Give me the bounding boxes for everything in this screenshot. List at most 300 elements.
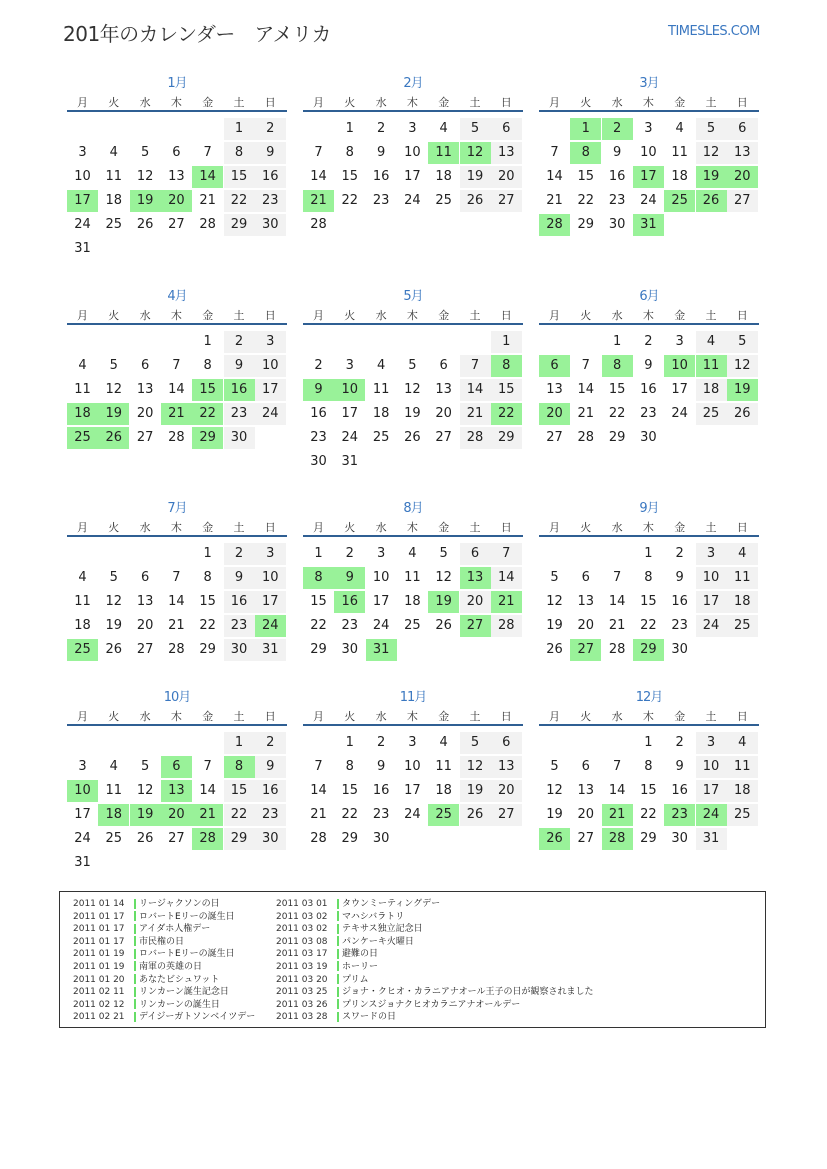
- holiday-day-cell[interactable]: 8: [303, 567, 334, 589]
- holiday-day-cell[interactable]: 20: [727, 166, 758, 188]
- day-cell[interactable]: 17: [404, 783, 421, 798]
- holiday-day-cell[interactable]: 16: [224, 379, 255, 401]
- holiday-day-cell[interactable]: 19: [98, 403, 129, 425]
- holiday-day-cell[interactable]: 9: [334, 567, 365, 589]
- day-cell[interactable]: 21: [460, 403, 491, 425]
- day-cell[interactable]: 4: [727, 732, 758, 754]
- day-cell[interactable]: 31: [341, 454, 359, 469]
- day-cell[interactable]: 11: [671, 145, 688, 160]
- day-cell[interactable]: 3: [408, 121, 417, 136]
- holiday-day-cell[interactable]: 6: [161, 756, 192, 778]
- day-cell[interactable]: 6: [140, 570, 150, 585]
- day-cell[interactable]: 10: [696, 756, 727, 778]
- holiday-day-cell[interactable]: 22: [491, 403, 522, 425]
- day-cell[interactable]: 7: [550, 145, 559, 160]
- day-cell[interactable]: 14: [310, 783, 327, 798]
- day-cell[interactable]: 15: [224, 166, 255, 188]
- day-cell[interactable]: 7: [203, 145, 212, 160]
- holiday-day-cell[interactable]: 21: [491, 591, 522, 613]
- day-cell[interactable]: 17: [671, 382, 688, 397]
- day-cell[interactable]: 7: [172, 358, 181, 373]
- day-cell[interactable]: 16: [255, 780, 286, 802]
- day-cell[interactable]: 3: [376, 546, 386, 561]
- day-cell[interactable]: 3: [696, 732, 727, 754]
- day-cell[interactable]: 21: [546, 193, 563, 208]
- day-cell[interactable]: 26: [136, 831, 154, 846]
- holiday-day-cell[interactable]: 27: [570, 639, 601, 661]
- day-cell[interactable]: 18: [727, 591, 758, 613]
- day-cell[interactable]: 20: [491, 166, 522, 188]
- holiday-day-cell[interactable]: 20: [161, 804, 192, 826]
- day-cell[interactable]: 29: [608, 430, 626, 445]
- day-cell[interactable]: 22: [341, 193, 359, 208]
- day-cell[interactable]: 27: [577, 831, 595, 846]
- day-cell[interactable]: 4: [439, 735, 448, 750]
- day-cell[interactable]: 3: [644, 121, 653, 136]
- day-cell[interactable]: 16: [224, 591, 255, 613]
- holiday-day-cell[interactable]: 29: [192, 427, 223, 449]
- day-cell[interactable]: 11: [372, 382, 390, 397]
- day-cell[interactable]: 30: [671, 831, 688, 846]
- day-cell[interactable]: 25: [727, 804, 758, 826]
- day-cell[interactable]: 2: [224, 543, 255, 565]
- day-cell[interactable]: 11: [727, 756, 758, 778]
- day-cell[interactable]: 4: [109, 145, 118, 160]
- day-cell[interactable]: 16: [671, 783, 688, 798]
- day-cell[interactable]: 1: [491, 331, 522, 353]
- day-cell[interactable]: 5: [696, 118, 727, 140]
- day-cell[interactable]: 1: [224, 118, 255, 140]
- holiday-day-cell[interactable]: 14: [192, 166, 223, 188]
- day-cell[interactable]: 26: [460, 804, 491, 826]
- holiday-day-cell[interactable]: 10: [67, 780, 98, 802]
- day-cell[interactable]: 1: [612, 334, 622, 349]
- day-cell[interactable]: 28: [577, 430, 595, 445]
- day-cell[interactable]: 25: [696, 403, 727, 425]
- day-cell[interactable]: 23: [671, 618, 688, 633]
- day-cell[interactable]: 4: [78, 570, 87, 585]
- day-cell[interactable]: 14: [608, 594, 626, 609]
- holiday-day-cell[interactable]: 28: [539, 214, 570, 236]
- day-cell[interactable]: 26: [105, 642, 123, 657]
- day-cell[interactable]: 12: [546, 594, 563, 609]
- day-cell[interactable]: 12: [404, 382, 421, 397]
- day-cell[interactable]: 27: [491, 804, 522, 826]
- day-cell[interactable]: 13: [491, 142, 522, 164]
- day-cell[interactable]: 28: [608, 642, 626, 657]
- day-cell[interactable]: 17: [255, 591, 286, 613]
- day-cell[interactable]: 10: [640, 145, 657, 160]
- day-cell[interactable]: 16: [372, 783, 390, 798]
- day-cell[interactable]: 31: [696, 828, 727, 850]
- day-cell[interactable]: 28: [199, 217, 216, 232]
- day-cell[interactable]: 11: [435, 759, 452, 774]
- day-cell[interactable]: 7: [612, 570, 622, 585]
- day-cell[interactable]: 23: [372, 193, 390, 208]
- day-cell[interactable]: 18: [435, 783, 452, 798]
- day-cell[interactable]: 9: [255, 142, 286, 164]
- day-cell[interactable]: 9: [224, 567, 255, 589]
- holiday-day-cell[interactable]: 11: [696, 355, 727, 377]
- day-cell[interactable]: 12: [727, 355, 758, 377]
- day-cell[interactable]: 18: [105, 193, 123, 208]
- day-cell[interactable]: 20: [435, 406, 452, 421]
- day-cell[interactable]: 18: [727, 780, 758, 802]
- day-cell[interactable]: 7: [612, 759, 622, 774]
- day-cell[interactable]: 31: [255, 639, 286, 661]
- holiday-day-cell[interactable]: 16: [334, 591, 365, 613]
- day-cell[interactable]: 27: [546, 430, 563, 445]
- day-cell[interactable]: 27: [168, 217, 185, 232]
- day-cell[interactable]: 24: [341, 430, 359, 445]
- day-cell[interactable]: 24: [671, 406, 688, 421]
- day-cell[interactable]: 5: [109, 570, 118, 585]
- holiday-day-cell[interactable]: 18: [67, 403, 98, 425]
- day-cell[interactable]: 6: [172, 145, 181, 160]
- day-cell[interactable]: 13: [491, 756, 522, 778]
- day-cell[interactable]: 6: [460, 543, 491, 565]
- day-cell[interactable]: 26: [404, 430, 421, 445]
- day-cell[interactable]: 2: [376, 121, 386, 136]
- day-cell[interactable]: 25: [105, 831, 123, 846]
- day-cell[interactable]: 31: [74, 241, 91, 256]
- day-cell[interactable]: 15: [640, 783, 657, 798]
- day-cell[interactable]: 16: [372, 169, 390, 184]
- day-cell[interactable]: 28: [168, 642, 185, 657]
- day-cell[interactable]: 25: [372, 430, 390, 445]
- day-cell[interactable]: 12: [460, 756, 491, 778]
- day-cell[interactable]: 24: [255, 403, 286, 425]
- day-cell[interactable]: 21: [577, 406, 595, 421]
- day-cell[interactable]: 1: [203, 334, 212, 349]
- holiday-day-cell[interactable]: 27: [460, 615, 491, 637]
- holiday-day-cell[interactable]: 29: [633, 639, 664, 661]
- holiday-day-cell[interactable]: 25: [428, 804, 459, 826]
- day-cell[interactable]: 28: [168, 430, 185, 445]
- day-cell[interactable]: 5: [460, 732, 491, 754]
- day-cell[interactable]: 9: [376, 759, 386, 774]
- day-cell[interactable]: 11: [105, 169, 123, 184]
- day-cell[interactable]: 7: [491, 543, 522, 565]
- day-cell[interactable]: 15: [577, 169, 595, 184]
- day-cell[interactable]: 13: [546, 382, 563, 397]
- day-cell[interactable]: 4: [439, 121, 448, 136]
- day-cell[interactable]: 12: [435, 570, 452, 585]
- holiday-day-cell[interactable]: 25: [664, 190, 695, 212]
- day-cell[interactable]: 23: [372, 807, 390, 822]
- day-cell[interactable]: 15: [608, 382, 626, 397]
- day-cell[interactable]: 30: [671, 642, 688, 657]
- day-cell[interactable]: 21: [310, 807, 327, 822]
- day-cell[interactable]: 2: [644, 334, 653, 349]
- holiday-day-cell[interactable]: 22: [192, 403, 223, 425]
- day-cell[interactable]: 25: [727, 615, 758, 637]
- day-cell[interactable]: 17: [696, 591, 727, 613]
- day-cell[interactable]: 4: [376, 358, 386, 373]
- day-cell[interactable]: 22: [310, 618, 327, 633]
- day-cell[interactable]: 7: [314, 145, 323, 160]
- holiday-day-cell[interactable]: 19: [696, 166, 727, 188]
- day-cell[interactable]: 30: [255, 828, 286, 850]
- day-cell[interactable]: 10: [255, 567, 286, 589]
- day-cell[interactable]: 30: [224, 639, 255, 661]
- day-cell[interactable]: 13: [577, 594, 595, 609]
- day-cell[interactable]: 18: [671, 169, 688, 184]
- day-cell[interactable]: 17: [341, 406, 359, 421]
- day-cell[interactable]: 22: [199, 618, 216, 633]
- day-cell[interactable]: 4: [408, 546, 417, 561]
- day-cell[interactable]: 4: [696, 331, 727, 353]
- day-cell[interactable]: 23: [255, 190, 286, 212]
- day-cell[interactable]: 29: [224, 828, 255, 850]
- holiday-day-cell[interactable]: 26: [98, 427, 129, 449]
- day-cell[interactable]: 22: [640, 807, 657, 822]
- day-cell[interactable]: 23: [224, 615, 255, 637]
- day-cell[interactable]: 14: [608, 783, 626, 798]
- holiday-day-cell[interactable]: 20: [539, 403, 570, 425]
- holiday-day-cell[interactable]: 8: [491, 355, 522, 377]
- day-cell[interactable]: 3: [408, 735, 417, 750]
- day-cell[interactable]: 19: [460, 780, 491, 802]
- holiday-day-cell[interactable]: 26: [539, 828, 570, 850]
- day-cell[interactable]: 8: [644, 570, 653, 585]
- site-logo-text[interactable]: TIMESLES.COM: [668, 24, 760, 39]
- day-cell[interactable]: 29: [310, 642, 327, 657]
- day-cell[interactable]: 18: [435, 169, 452, 184]
- day-cell[interactable]: 15: [224, 780, 255, 802]
- day-cell[interactable]: 6: [491, 118, 522, 140]
- day-cell[interactable]: 26: [460, 190, 491, 212]
- day-cell[interactable]: 9: [255, 756, 286, 778]
- holiday-day-cell[interactable]: 21: [192, 804, 223, 826]
- day-cell[interactable]: 4: [109, 759, 118, 774]
- holiday-day-cell[interactable]: 19: [727, 379, 758, 401]
- day-cell[interactable]: 24: [372, 618, 390, 633]
- day-cell[interactable]: 26: [727, 403, 758, 425]
- day-cell[interactable]: 13: [727, 142, 758, 164]
- day-cell[interactable]: 16: [310, 406, 327, 421]
- day-cell[interactable]: 14: [310, 169, 327, 184]
- day-cell[interactable]: 11: [74, 382, 91, 397]
- day-cell[interactable]: 22: [341, 807, 359, 822]
- holiday-day-cell[interactable]: 28: [192, 828, 223, 850]
- day-cell[interactable]: 15: [640, 594, 657, 609]
- holiday-day-cell[interactable]: 13: [460, 567, 491, 589]
- holiday-day-cell[interactable]: 24: [255, 615, 286, 637]
- day-cell[interactable]: 3: [345, 358, 354, 373]
- holiday-day-cell[interactable]: 20: [161, 190, 192, 212]
- day-cell[interactable]: 22: [224, 804, 255, 826]
- day-cell[interactable]: 17: [255, 379, 286, 401]
- day-cell[interactable]: 24: [404, 807, 421, 822]
- day-cell[interactable]: 30: [372, 831, 390, 846]
- day-cell[interactable]: 5: [140, 145, 150, 160]
- day-cell[interactable]: 15: [310, 594, 327, 609]
- day-cell[interactable]: 5: [439, 546, 448, 561]
- day-cell[interactable]: 30: [640, 430, 657, 445]
- day-cell[interactable]: 17: [696, 780, 727, 802]
- day-cell[interactable]: 2: [224, 331, 255, 353]
- day-cell[interactable]: 23: [341, 618, 359, 633]
- day-cell[interactable]: 5: [550, 570, 559, 585]
- day-cell[interactable]: 27: [727, 190, 758, 212]
- day-cell[interactable]: 3: [675, 334, 684, 349]
- day-cell[interactable]: 2: [675, 546, 684, 561]
- day-cell[interactable]: 7: [203, 759, 212, 774]
- day-cell[interactable]: 10: [404, 145, 421, 160]
- day-cell[interactable]: 10: [372, 570, 390, 585]
- day-cell[interactable]: 6: [581, 570, 590, 585]
- day-cell[interactable]: 8: [203, 570, 212, 585]
- day-cell[interactable]: 9: [224, 355, 255, 377]
- day-cell[interactable]: 7: [460, 355, 491, 377]
- day-cell[interactable]: 29: [341, 831, 359, 846]
- day-cell[interactable]: 27: [168, 831, 185, 846]
- day-cell[interactable]: 24: [640, 193, 657, 208]
- day-cell[interactable]: 14: [546, 169, 563, 184]
- day-cell[interactable]: 27: [491, 190, 522, 212]
- holiday-day-cell[interactable]: 12: [460, 142, 491, 164]
- day-cell[interactable]: 8: [644, 759, 653, 774]
- day-cell[interactable]: 25: [404, 618, 421, 633]
- day-cell[interactable]: 29: [577, 217, 595, 232]
- day-cell[interactable]: 20: [577, 618, 595, 633]
- day-cell[interactable]: 1: [224, 732, 255, 754]
- day-cell[interactable]: 25: [435, 193, 452, 208]
- day-cell[interactable]: 5: [408, 358, 417, 373]
- day-cell[interactable]: 24: [404, 193, 421, 208]
- day-cell[interactable]: 10: [696, 567, 727, 589]
- day-cell[interactable]: 13: [168, 169, 185, 184]
- day-cell[interactable]: 3: [696, 543, 727, 565]
- holiday-day-cell[interactable]: 18: [98, 804, 129, 826]
- day-cell[interactable]: 22: [224, 190, 255, 212]
- day-cell[interactable]: 20: [491, 780, 522, 802]
- day-cell[interactable]: 28: [491, 615, 522, 637]
- day-cell[interactable]: 11: [727, 567, 758, 589]
- holiday-day-cell[interactable]: 26: [696, 190, 727, 212]
- day-cell[interactable]: 24: [74, 217, 91, 232]
- day-cell[interactable]: 17: [372, 594, 390, 609]
- day-cell[interactable]: 2: [675, 735, 684, 750]
- holiday-day-cell[interactable]: 17: [633, 166, 664, 188]
- day-cell[interactable]: 1: [314, 546, 323, 561]
- day-cell[interactable]: 30: [224, 427, 255, 449]
- day-cell[interactable]: 2: [376, 735, 386, 750]
- day-cell[interactable]: 2: [255, 732, 286, 754]
- day-cell[interactable]: 14: [168, 382, 185, 397]
- day-cell[interactable]: 19: [546, 618, 563, 633]
- holiday-day-cell[interactable]: 2: [602, 118, 633, 140]
- holiday-day-cell[interactable]: 19: [130, 190, 161, 212]
- day-cell[interactable]: 9: [644, 358, 653, 373]
- holiday-day-cell[interactable]: 21: [303, 190, 334, 212]
- day-cell[interactable]: 15: [199, 594, 216, 609]
- day-cell[interactable]: 19: [404, 406, 421, 421]
- day-cell[interactable]: 27: [136, 642, 154, 657]
- day-cell[interactable]: 28: [310, 217, 327, 232]
- day-cell[interactable]: 26: [136, 217, 154, 232]
- holiday-day-cell[interactable]: 17: [67, 190, 98, 212]
- holiday-day-cell[interactable]: 9: [303, 379, 334, 401]
- day-cell[interactable]: 1: [203, 546, 212, 561]
- holiday-day-cell[interactable]: 25: [67, 639, 98, 661]
- day-cell[interactable]: 2: [314, 358, 323, 373]
- day-cell[interactable]: 27: [136, 430, 154, 445]
- day-cell[interactable]: 10: [404, 759, 421, 774]
- day-cell[interactable]: 15: [491, 379, 522, 401]
- day-cell[interactable]: 13: [435, 382, 452, 397]
- day-cell[interactable]: 7: [581, 358, 590, 373]
- day-cell[interactable]: 20: [577, 807, 595, 822]
- holiday-day-cell[interactable]: 19: [130, 804, 161, 826]
- day-cell[interactable]: 16: [640, 382, 657, 397]
- day-cell[interactable]: 7: [172, 570, 181, 585]
- holiday-day-cell[interactable]: 13: [161, 780, 192, 802]
- day-cell[interactable]: 19: [460, 166, 491, 188]
- day-cell[interactable]: 18: [372, 406, 390, 421]
- day-cell[interactable]: 3: [78, 145, 87, 160]
- day-cell[interactable]: 15: [341, 169, 359, 184]
- day-cell[interactable]: 14: [199, 783, 216, 798]
- day-cell[interactable]: 29: [491, 427, 522, 449]
- holiday-day-cell[interactable]: 23: [664, 804, 695, 826]
- day-cell[interactable]: 5: [109, 358, 118, 373]
- holiday-day-cell[interactable]: 8: [570, 142, 601, 164]
- day-cell[interactable]: 20: [136, 618, 154, 633]
- day-cell[interactable]: 20: [136, 406, 154, 421]
- day-cell[interactable]: 30: [255, 214, 286, 236]
- holiday-day-cell[interactable]: 24: [696, 804, 727, 826]
- day-cell[interactable]: 8: [345, 145, 354, 160]
- day-cell[interactable]: 12: [105, 594, 123, 609]
- day-cell[interactable]: 31: [74, 855, 91, 870]
- holiday-day-cell[interactable]: 28: [602, 828, 633, 850]
- day-cell[interactable]: 14: [168, 594, 185, 609]
- holiday-day-cell[interactable]: 21: [602, 804, 633, 826]
- day-cell[interactable]: 11: [74, 594, 91, 609]
- day-cell[interactable]: 8: [224, 142, 255, 164]
- day-cell[interactable]: 12: [136, 169, 154, 184]
- day-cell[interactable]: 9: [675, 759, 684, 774]
- day-cell[interactable]: 23: [224, 403, 255, 425]
- holiday-day-cell[interactable]: 8: [602, 355, 633, 377]
- day-cell[interactable]: 22: [608, 406, 626, 421]
- day-cell[interactable]: 12: [696, 142, 727, 164]
- day-cell[interactable]: 8: [203, 358, 212, 373]
- day-cell[interactable]: 23: [640, 406, 657, 421]
- day-cell[interactable]: 1: [644, 735, 653, 750]
- day-cell[interactable]: 30: [608, 217, 626, 232]
- day-cell[interactable]: 30: [310, 454, 327, 469]
- holiday-day-cell[interactable]: 11: [428, 142, 459, 164]
- day-cell[interactable]: 11: [404, 570, 421, 585]
- day-cell[interactable]: 20: [460, 591, 491, 613]
- day-cell[interactable]: 14: [491, 567, 522, 589]
- day-cell[interactable]: 9: [376, 145, 386, 160]
- day-cell[interactable]: 26: [546, 642, 563, 657]
- day-cell[interactable]: 24: [696, 615, 727, 637]
- day-cell[interactable]: 21: [199, 193, 216, 208]
- day-cell[interactable]: 6: [581, 759, 590, 774]
- holiday-day-cell[interactable]: 1: [570, 118, 601, 140]
- day-cell[interactable]: 5: [727, 331, 758, 353]
- day-cell[interactable]: 23: [608, 193, 626, 208]
- day-cell[interactable]: 21: [168, 618, 185, 633]
- day-cell[interactable]: 9: [612, 145, 622, 160]
- day-cell[interactable]: 4: [675, 121, 684, 136]
- day-cell[interactable]: 5: [140, 759, 150, 774]
